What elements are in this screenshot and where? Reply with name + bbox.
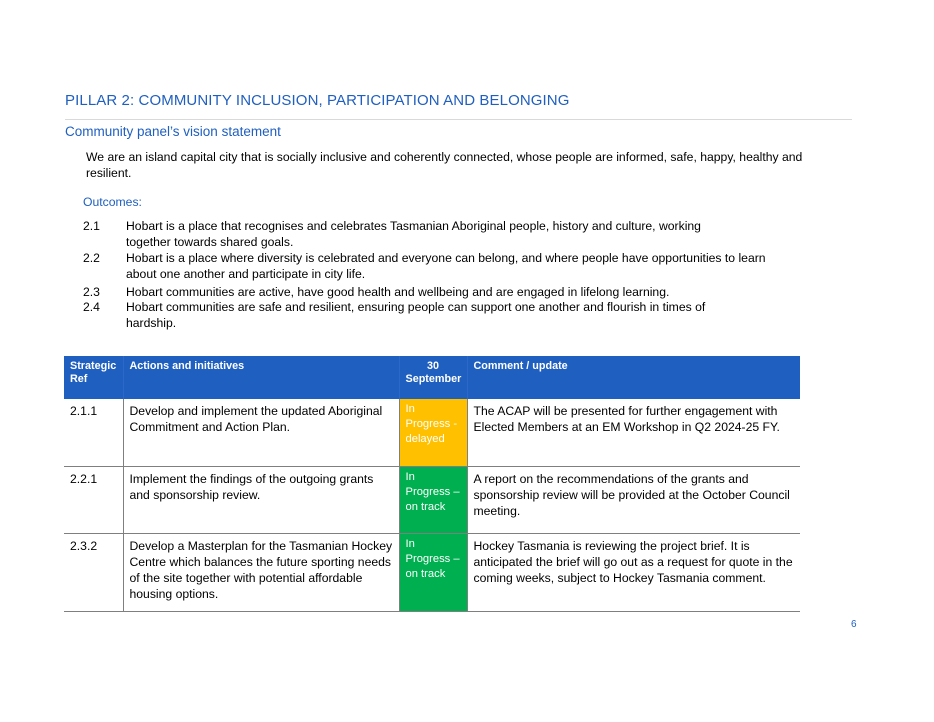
outcome-text: Hobart communities are active, have good health and wellbeing and are engaged in lifelong learning. <box>126 285 670 299</box>
header-actions: Actions and initiatives <box>123 356 399 399</box>
cell-comment: The ACAP will be presented for further engagement with Elected Members at an EM Workshop in Q2 2024-25 FY. <box>467 399 800 466</box>
vision-heading: Community panel’s vision statement <box>65 124 281 139</box>
header-strategic-ref: Strategic Ref <box>64 356 123 399</box>
cell-ref: 2.3.2 <box>64 533 123 611</box>
table-row <box>64 466 800 533</box>
cell-ref: 2.2.1 <box>64 466 123 533</box>
cell-action: Develop and implement the updated Aboriginal Commitment and Action Plan. <box>123 399 399 466</box>
status-cell: In Progress – on track <box>399 533 467 611</box>
header-comment: Comment / update <box>467 356 800 399</box>
table-row <box>64 399 800 466</box>
outcome-text: Hobart is a place where diversity is celebrated and everyone can belong, and where people have opportunities to learn about one another and participate in city life. <box>126 251 766 281</box>
actions-table <box>64 356 800 612</box>
vision-statement: We are an island capital city that is socially inclusive and coherently connected, whose people are informed, safe, happy, healthy and resilient. <box>86 150 803 180</box>
page-title: PILLAR 2: COMMUNITY INCLUSION, PARTICIPATION AND BELONGING <box>65 92 570 109</box>
table-row <box>64 533 800 611</box>
cell-comment: A report on the recommendations of the grants and sponsorship review will be provided at the October Council meeting. <box>467 466 800 533</box>
status-cell: In Progress – on track <box>399 466 467 533</box>
table-header-row <box>64 356 800 399</box>
outcome-text: Hobart is a place that recognises and celebrates Tasmanian Aboriginal people, history and culture, working together towards shared goals. <box>126 219 701 249</box>
outcomes-heading: Outcomes: <box>83 195 142 209</box>
outcome-number: 2.1 <box>83 219 100 233</box>
cell-action: Implement the findings of the outgoing grants and sponsorship review. <box>123 466 399 533</box>
outcome-number: 2.3 <box>83 285 100 299</box>
title-divider <box>65 119 852 120</box>
cell-action: Develop a Masterplan for the Tasmanian Hockey Centre which balances the future sporting needs of the site together with potential affordable housing options. <box>123 533 399 611</box>
status-cell: In Progress - delayed <box>399 399 467 466</box>
cell-comment: Hockey Tasmania is reviewing the project brief. It is anticipated the brief will go out as a request for quote in the coming weeks, subject to Hockey Tasmania comment. <box>467 533 800 611</box>
outcome-number: 2.2 <box>83 251 100 265</box>
outcome-text: Hobart communities are safe and resilient, ensuring people can support one another and flourish in times of hardship. <box>126 300 706 330</box>
cell-ref: 2.1.1 <box>64 399 123 466</box>
header-period: 30 September <box>399 356 467 399</box>
outcome-number: 2.4 <box>83 300 100 314</box>
page-number: 6 <box>851 619 857 630</box>
